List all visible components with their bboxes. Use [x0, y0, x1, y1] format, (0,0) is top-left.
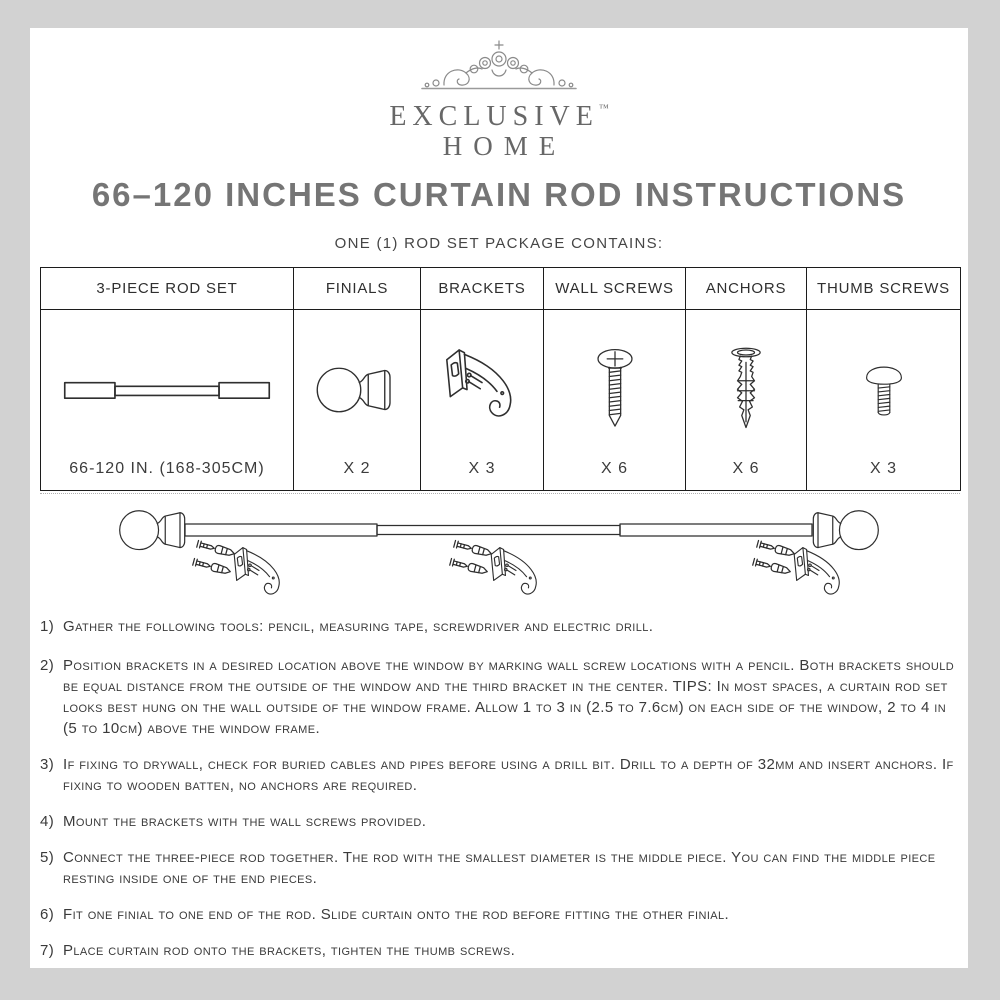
column-header-rod-set: 3-PIECE ROD SET	[41, 268, 294, 310]
wall-anchor-icon	[714, 344, 778, 436]
wall-screw-icon	[583, 344, 647, 436]
brand-name-line2: HOME	[442, 131, 567, 161]
bracket-icon	[438, 342, 526, 439]
instructions-list	[40, 616, 958, 976]
instruction-step-3	[40, 754, 958, 796]
cell-thumb-screws	[807, 310, 961, 491]
cell-brackets	[421, 310, 544, 491]
dotted-separator	[40, 493, 960, 494]
column-header-anchors: ANCHORS	[686, 268, 807, 310]
brand-logo	[30, 38, 968, 160]
step-text: Position brackets in a desired location above the window by marking wall screw locations with a pencil. Both brackets should be equal distance from the outside of the window and the third bracket in the center. TIPS: In most spaces, a curtain rod set looks best hung on the wall outside of the window frame. Allow 1 to 3 in (2.5 to 7.6cm) on each side of the window, 2 to 4 in (5 to 10cm) above the window frame.	[63, 657, 955, 737]
cell-finials	[294, 310, 421, 491]
bracket-left	[193, 540, 280, 594]
package-contains-subtitle: ONE (1) ROD SET PACKAGE CONTAINS:	[334, 235, 664, 252]
instruction-step-6	[40, 904, 958, 925]
step-text: Connect the three-piece rod together. The rod with the smallest diameter is the middle piece. You can find the middle piece resting inside one of the end pieces.	[63, 849, 936, 887]
step-text: Gather the following tools: pencil, measuring tape, screwdriver and electric drill.	[63, 618, 654, 635]
column-header-finials: FINIALS	[294, 268, 421, 310]
rod-assembly-diagram	[30, 496, 968, 621]
cell-anchors	[686, 310, 807, 491]
step-number: 6)	[40, 906, 55, 923]
page-title: 66–120 INCHES CURTAIN ROD INSTRUCTIONS	[91, 176, 907, 213]
instruction-step-1	[40, 616, 958, 637]
finial-icon	[312, 356, 402, 424]
bracket-center	[450, 540, 537, 594]
column-header-brackets: BRACKETS	[421, 268, 544, 310]
step-text: If fixing to drywall, check for buried cables and pipes before using a drill bit. Drill to a depth of 32mm and insert anchors. If fixing to wooden batten, no anchors are required.	[63, 756, 954, 794]
step-number: 4)	[40, 813, 55, 830]
finials-quantity: X 2	[343, 460, 371, 477]
step-text: Mount the brackets with the wall screws provided.	[63, 813, 427, 830]
column-header-thumb-screws: THUMB SCREWS	[807, 268, 961, 310]
anchors-quantity: X 6	[732, 460, 760, 477]
thumb-screw-icon	[855, 354, 913, 426]
brand-name-line1: EXCLUSIVE™	[389, 101, 609, 132]
bracket-right	[753, 540, 840, 594]
package-contents-table	[40, 267, 961, 491]
instruction-step-2	[40, 655, 958, 739]
trademark-symbol: ™	[598, 103, 609, 114]
instruction-step-7	[40, 940, 958, 961]
step-number: 5)	[40, 849, 55, 866]
cell-rod-set	[41, 310, 294, 491]
step-number: 3)	[40, 756, 55, 773]
table-content-row	[41, 310, 961, 491]
column-header-wall-screws: WALL SCREWS	[544, 268, 686, 310]
instruction-sheet	[30, 28, 968, 968]
scroll-crown-ornament-icon	[414, 38, 584, 90]
rod-length-label: 66-120 IN. (168-305CM)	[69, 460, 265, 477]
instruction-step-5	[40, 847, 958, 889]
step-text: Place curtain rod onto the brackets, tighten the thumb screws.	[63, 942, 516, 959]
brackets-quantity: X 3	[468, 460, 496, 477]
instruction-step-4	[40, 811, 958, 832]
step-number: 1)	[40, 618, 55, 635]
wall-screws-quantity: X 6	[600, 460, 628, 477]
thumb-screws-quantity: X 3	[869, 460, 897, 477]
table-header-row	[41, 268, 961, 310]
step-number: 2)	[40, 657, 55, 674]
rod-3-piece-icon	[62, 370, 272, 410]
cell-wall-screws	[544, 310, 686, 491]
step-text: Fit one finial to one end of the rod. Slide curtain onto the rod before fitting the other finial.	[63, 906, 730, 923]
step-number: 7)	[40, 942, 55, 959]
